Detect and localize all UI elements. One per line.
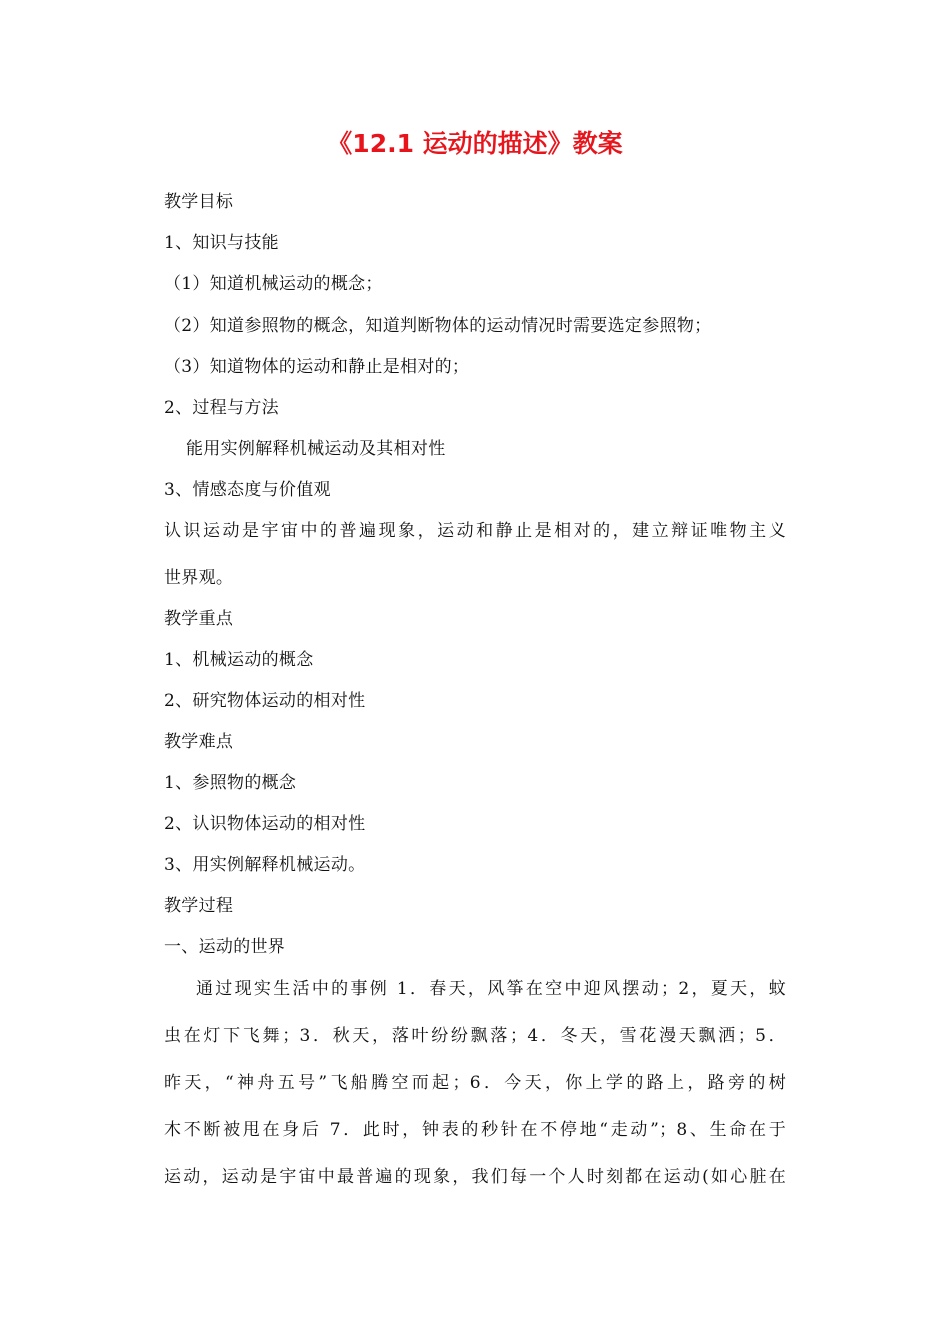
difficulty-1: 1、参照物的概念 xyxy=(164,773,297,793)
attitude-text-line-1: 认识运动是宇宙中的普遍现象，运动和静止是相对的，建立辩证唯物主义 xyxy=(164,521,786,541)
heading-teaching-goals: 教学目标 xyxy=(164,192,234,212)
goal-process-method: 2、过程与方法 xyxy=(164,398,279,418)
goal-item-3: （3）知道物体的运动和静止是相对的； xyxy=(164,357,470,377)
attitude-text-line-2: 世界观。 xyxy=(164,568,234,588)
document-title: 《12.1 运动的描述》教案 xyxy=(327,129,623,158)
goal-knowledge-skills: 1、知识与技能 xyxy=(164,233,279,253)
paragraph-line-1: 通过现实生活中的事例 1．春天，风筝在空中迎风摆动；2，夏天，蚊 xyxy=(196,979,786,999)
paragraph-line-3: 昨天，“神舟五号”飞船腾空而起；6．今天，你上学的路上，路旁的树 xyxy=(164,1073,786,1093)
heading-teaching-process: 教学过程 xyxy=(164,896,234,916)
goal-attitude-values: 3、情感态度与价值观 xyxy=(164,480,331,500)
key-point-1: 1、机械运动的概念 xyxy=(164,650,314,670)
goal-item-2: （2）知道参照物的概念，知道判断物体的运动情况时需要选定参照物； xyxy=(164,316,712,336)
paragraph-line-4: 木不断被甩在身后 7．此时，钟表的秒针在不停地“走动”；8、生命在于 xyxy=(164,1120,786,1140)
process-method-text: 能用实例解释机械运动及其相对性 xyxy=(186,439,446,459)
heading-key-points: 教学重点 xyxy=(164,609,234,629)
paragraph-line-2: 虫在灯下飞舞；3．秋天，落叶纷纷飘落；4．冬天，雪花漫天飘洒；5． xyxy=(164,1026,786,1046)
goal-item-1: （1）知道机械运动的概念； xyxy=(164,274,383,294)
heading-difficulties: 教学难点 xyxy=(164,732,234,752)
section-world-of-motion: 一、运动的世界 xyxy=(164,937,286,957)
key-point-2: 2、研究物体运动的相对性 xyxy=(164,691,366,711)
paragraph-line-5: 运动，运动是宇宙中最普遍的现象，我们每一个人时刻都在运动(如心脏在 xyxy=(164,1167,786,1187)
difficulty-2: 2、认识物体运动的相对性 xyxy=(164,814,366,834)
difficulty-3: 3、用实例解释机械运动。 xyxy=(164,855,366,875)
